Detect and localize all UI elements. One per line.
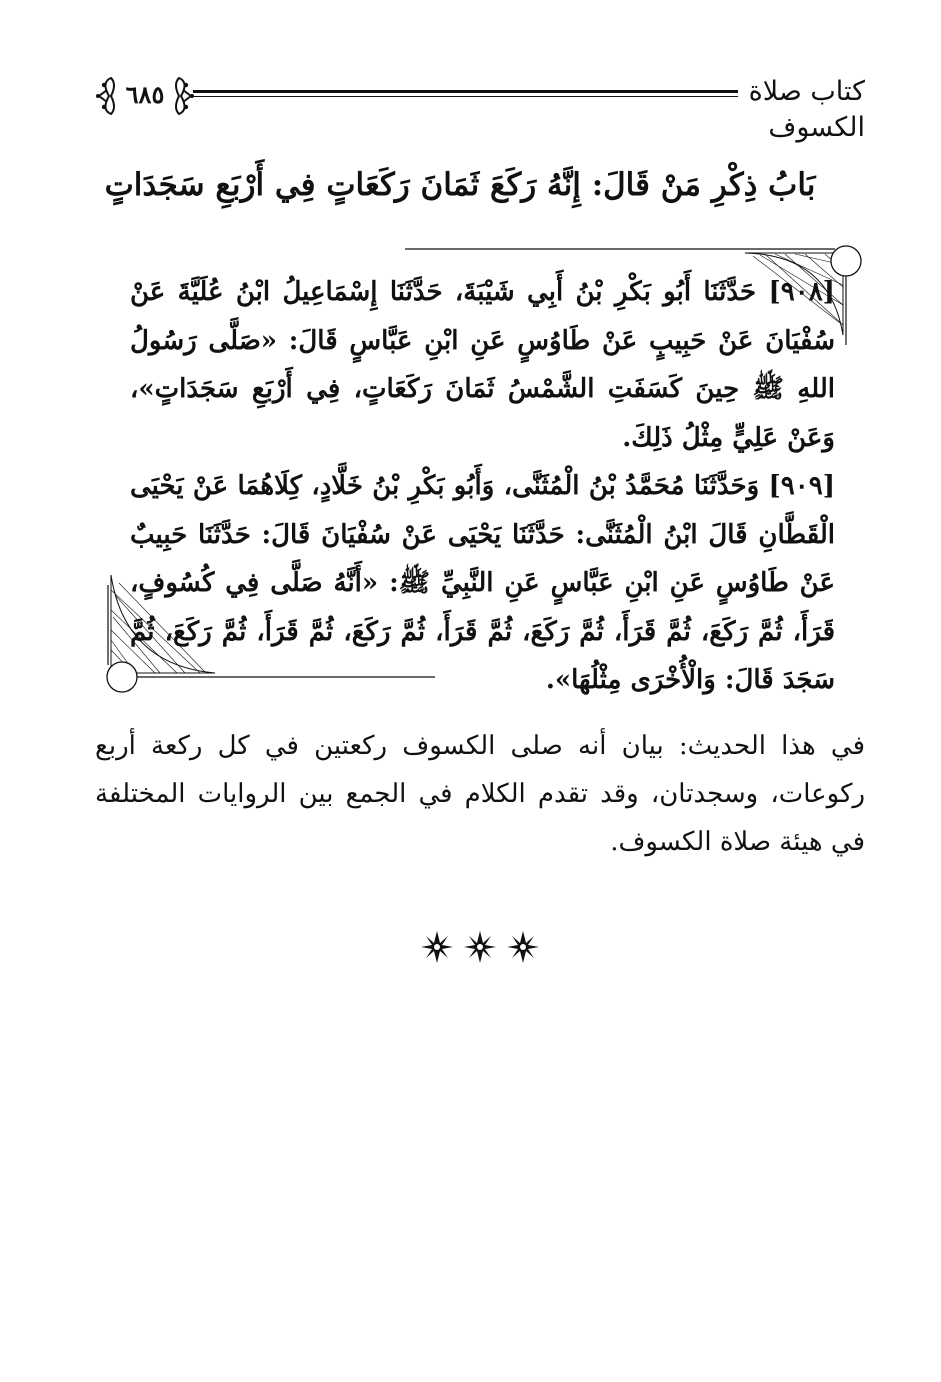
page-number: ٦٨٥ — [125, 80, 165, 109]
star-flower-icon — [506, 930, 540, 964]
star-flower-icon — [463, 930, 497, 964]
hadith-text-block — [130, 268, 835, 705]
running-header — [95, 68, 865, 143]
commentary-block — [95, 722, 865, 866]
book-title: كتاب صلاة الكسوف — [748, 76, 865, 143]
hadith-text: حَدَّثَنَا أَبُو بَكْرِ بْنُ أَبِي شَيْبَةَ، حَدَّثَنَا إِسْمَاعِيلُ ابْنُ عُلَيَّةَ عَنْ سُفْيَانَ عَنْ حَبِيبٍ عَنْ طَاوُسٍ عَنِ ابْنِ عَبَّاسٍ قَالَ: «صَلَّى رَسُولُ اللهِ ﷺ حِينَ كَسَفَتِ الشَّمْسُ ثَمَانَ رَكَعَاتٍ، فِي أَرْبَعِ سَجَدَاتٍ»، وَعَنْ عَلِيٍّ مِثْلُ ذَلِكَ. — [130, 277, 835, 453]
hadith-909 — [130, 462, 835, 705]
hadith-number: [٩٠٨] — [768, 277, 835, 307]
header-rule — [193, 90, 738, 100]
page-number-badge — [95, 72, 195, 120]
chapter-heading: بَابُ ذِكْرِ مَنْ قَالَ: إِنَّهُ رَكَعَ ثَمَانَ رَكَعَاتٍ فِي أَرْبَعِ سَجَدَاتٍ — [104, 167, 816, 203]
hadith-number: [٩٠٩] — [768, 471, 836, 501]
hadith-908 — [130, 268, 835, 462]
section-separator — [410, 930, 550, 970]
hadith-text: وَحَدَّثَنَا مُحَمَّدُ بْنُ الْمُثَنَّى، وَأَبُو بَكْرِ بْنُ خَلَّادٍ، كِلَاهُمَا عَنْ يَحْيَى الْقَطَّانِ قَالَ ابْنُ الْمُثَنَّى: حَدَّثَنَا يَحْيَى عَنْ سُفْيَانَ قَالَ: حَدَّثَنَا حَبِيبٌ عَنْ طَاوُسٍ عَنِ ابْنِ عَبَّاسٍ عَنِ النَّبِيِّ ﷺ: «أَنَّهُ صَلَّى فِي كُسُوفٍ، قَرَأَ، ثُمَّ رَكَعَ، ثُمَّ قَرَأَ، ثُمَّ رَكَعَ، ثُمَّ قَرَأَ، ثُمَّ رَكَعَ، ثُمَّ قَرَأَ، ثُمَّ رَكَعَ، ثُمَّ سَجَدَ قَالَ: وَالْأُخْرَى مِثْلُهَا». — [130, 471, 835, 695]
commentary-text: في هذا الحديث: بيان أنه صلى الكسوف ركعتين في كل ركعة أربع ركوعات، وسجدتان، وقد تقدم الكلام في الجمع بين الروايات المختلفة في هيئة صلاة الكسوف. — [95, 731, 865, 857]
star-flower-icon — [420, 930, 454, 964]
